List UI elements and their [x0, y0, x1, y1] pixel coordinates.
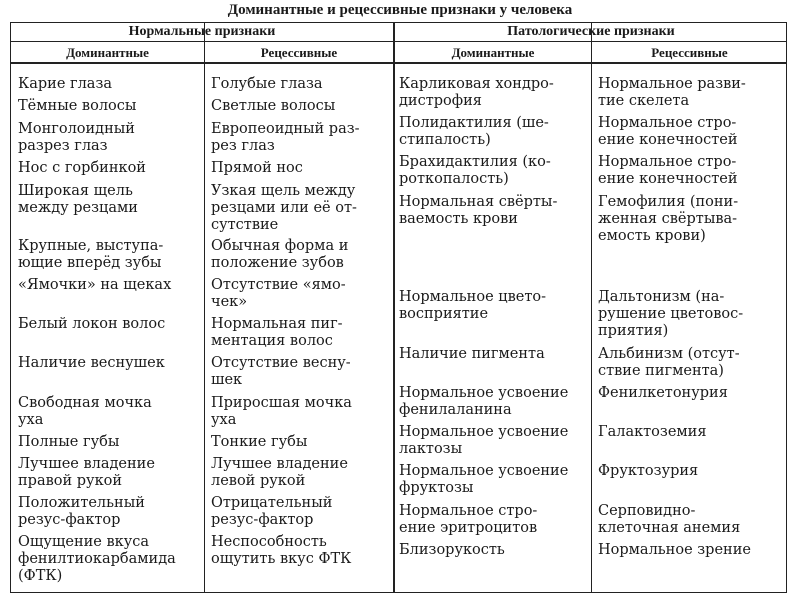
trait-cell: Тонкие губы — [211, 434, 308, 450]
trait-cell: Карие глаза — [18, 76, 113, 92]
trait-cell: Нормальное зрение — [598, 542, 751, 558]
trait-cell: Нормальная свёрты- ваемость крови — [399, 194, 558, 227]
trait-cell: Гемофилия (пони- женная свёртыва- емость крови) — [598, 194, 739, 244]
header-divider — [11, 62, 786, 64]
trait-cell: Нормальное стро- ение конечностей — [598, 154, 738, 187]
trait-cell: Отсутствие «ямо- чек» — [211, 277, 346, 310]
subheader-path-dominant: Доминантные — [451, 45, 535, 60]
trait-cell: Нормальное усвоение фруктозы — [399, 463, 569, 496]
subheader-normal-recessive: Рецессивные — [260, 45, 338, 60]
trait-cell: Лучшее владение правой рукой — [18, 456, 155, 489]
trait-cell: Близорукость — [399, 542, 505, 558]
trait-cell: Лучшее владение левой рукой — [211, 456, 348, 489]
trait-cell: Полидактилия (ше- стипалость) — [399, 115, 549, 148]
trait-cell: Свободная мочка уха — [18, 395, 152, 428]
trait-cell: Отсутствие весну- шек — [211, 355, 351, 388]
trait-cell: Голубые глаза — [211, 76, 323, 92]
group-header-normal: Нормальные признаки — [128, 24, 276, 39]
traits-table — [10, 22, 787, 593]
trait-cell: Брахидактилия (ко- роткопалость) — [399, 154, 551, 187]
trait-cell: Нормальное усвоение лактозы — [399, 424, 569, 457]
trait-cell: Приросшая мочка уха — [211, 395, 352, 428]
trait-cell: Галактоземия — [598, 424, 707, 440]
subheader-path-recessive: Рецессивные — [651, 45, 728, 60]
trait-cell: Светлые волосы — [211, 98, 336, 114]
trait-cell: Нормальное стро- ение эритроцитов — [399, 503, 538, 536]
trait-cell: Наличие пигмента — [399, 346, 545, 362]
trait-cell: Фруктозурия — [598, 463, 699, 479]
trait-cell: Крупные, выступа- ющие вперёд зубы — [18, 238, 164, 271]
trait-cell: Монголоидный разрез глаз — [18, 121, 135, 154]
trait-cell: Наличие веснушек — [18, 355, 165, 371]
trait-cell: Нормальное разви- тие скелета — [598, 76, 746, 109]
trait-cell: Ощущение вкуса фенилтиокарбамида (ФТК) — [18, 534, 176, 584]
trait-cell: Нормальное стро- ение конечностей — [598, 115, 738, 148]
trait-cell: Европеоидный раз- рез глаз — [211, 121, 360, 154]
trait-cell: Фенилкетонурия — [598, 385, 728, 401]
trait-cell: Нормальное цвето- восприятие — [399, 289, 546, 322]
trait-cell: Неспособность ощутить вкус ФТК — [211, 534, 352, 567]
trait-cell: Серповидно- клеточная анемия — [598, 503, 741, 536]
group-header-divider — [11, 41, 786, 42]
trait-cell: Нормальная пиг- ментация волос — [211, 316, 343, 349]
trait-cell: Нормальное усвоение фенилаланина — [399, 385, 569, 418]
trait-cell: Нос с горбинкой — [18, 160, 146, 176]
trait-cell: Белый локон волос — [18, 316, 166, 332]
trait-cell: Широкая щель между резцами — [18, 183, 138, 216]
trait-cell: Отрицательный резус-фактор — [211, 495, 333, 528]
trait-cell: Узкая щель между резцами или её от- сутствие — [211, 183, 357, 233]
trait-cell: Карликовая хондро- дистрофия — [399, 76, 554, 109]
trait-cell: Тёмные волосы — [18, 98, 137, 114]
trait-cell: «Ямочки» на щеках — [18, 277, 172, 293]
trait-cell: Положительный резус-фактор — [18, 495, 145, 528]
column-divider — [204, 23, 205, 592]
trait-cell: Альбинизм (отсут- ствие пигмента) — [598, 346, 740, 379]
trait-cell: Прямой нос — [211, 160, 303, 176]
trait-cell: Дальтонизм (на- рушение цветовос- приятия) — [598, 289, 744, 339]
group-header-pathological: Патологические признаки — [507, 24, 675, 39]
subheader-normal-dominant: Доминантные — [66, 45, 149, 60]
trait-cell: Полные губы — [18, 434, 120, 450]
column-divider — [591, 23, 592, 592]
group-divider — [393, 23, 395, 592]
trait-cell: Обычная форма и положение зубов — [211, 238, 349, 271]
table-title: Доминантные и рецессивные признаки у человека — [227, 2, 573, 18]
